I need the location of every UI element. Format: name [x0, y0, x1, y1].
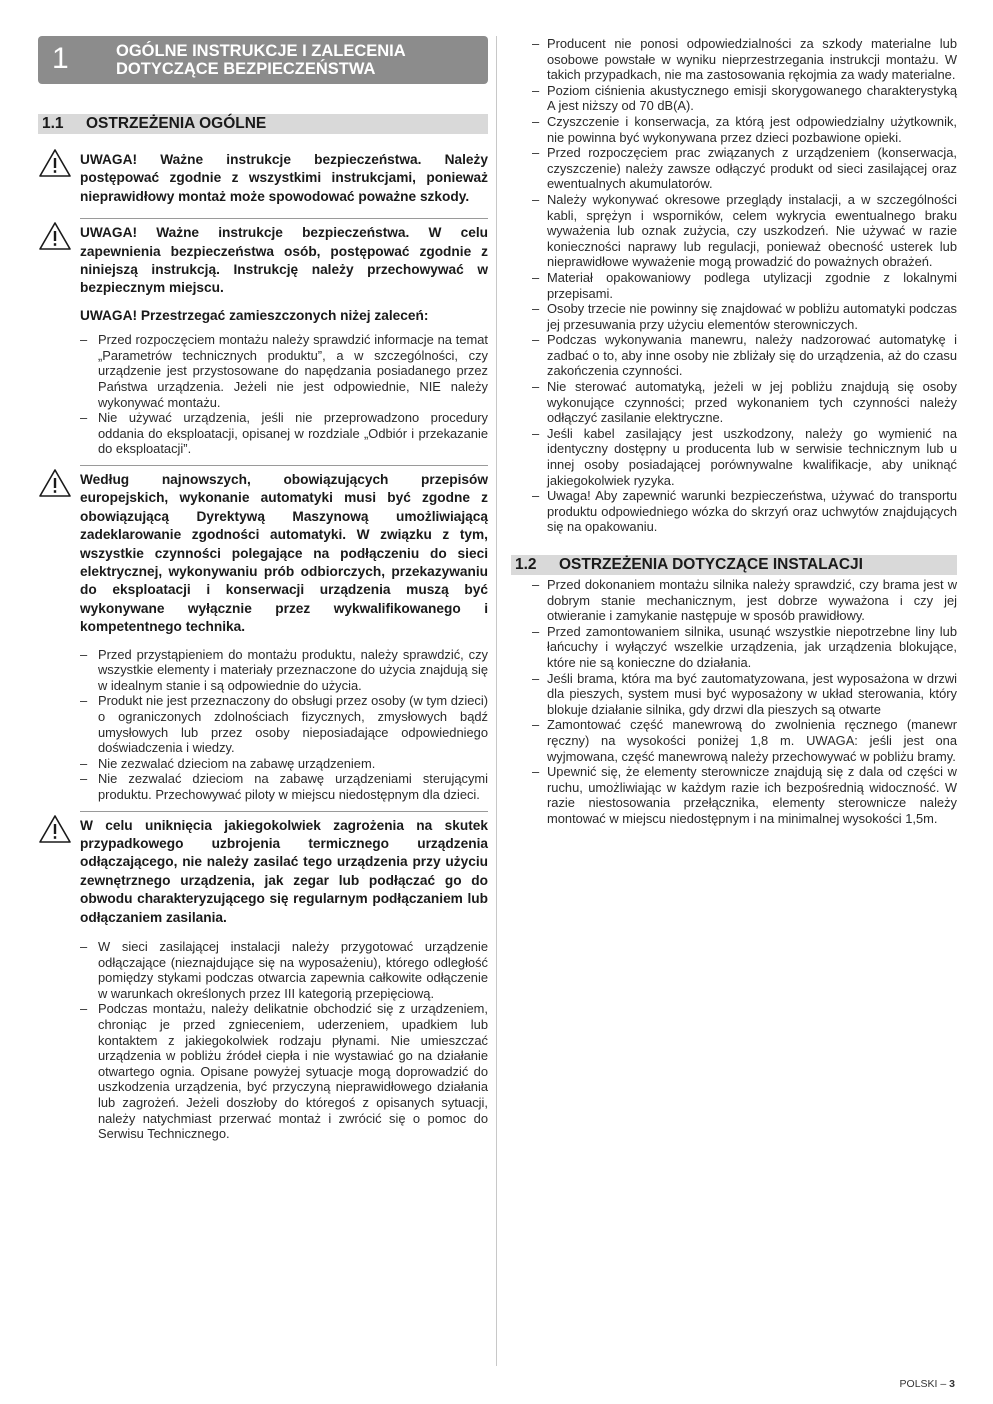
list-item: – Nie używać urządzenia, jeśli nie przeprowadzono procedury oddania do eksploatacji, opisanej w rozdziale „Odbiór i przekazanie do eksploatacji”.: [78, 410, 488, 457]
chapter-number: 1: [52, 42, 69, 75]
chapter-title: OGÓLNE INSTRUKCJE I ZALECENIA DOTYCZĄCE BEZPIECZEŃSTWA: [116, 42, 406, 78]
warning-subheading: UWAGA! Przestrzegać zamieszczonych niżej zaleceń:: [80, 307, 429, 323]
section-heading-1-2: 1.2 OSTRZEŻENIA DOTYCZĄCE INSTALACJI: [511, 555, 957, 575]
warning-block-3: [80, 465, 488, 637]
warning-text: W celu uniknięcia jakiegokolwiek zagrożenia na skutek przypadkowego uzbrojenia termicznego urządzenia odłączającego, nie należy zasilać tego urządzenia przy użyciu zewnętrznego urządzenia, jak zegar lub podłączać go do obwodu charakteryzującego się regularnym podłączaniem lub odłączaniem zasilania.: [80, 817, 488, 925]
page-number: 3: [949, 1378, 955, 1390]
list-item: – Przed rozpoczęciem prac związanych z urządzeniem (konserwacja, czyszczenie) należy zawsze odłączyć produkt od sieci zasilającej oraz ewentualnych akumulatorów.: [511, 145, 957, 192]
warning-triangle-icon: [38, 221, 72, 251]
list-item: – Zamontować część manewrową do zwolnienia ręcznego (manewr ręczny) na wysokości poniżej 1,8 m. UWAGA: jeśli jest ona wyjmowana, część manewrową należy przechowywać w pobliżu bramy.: [511, 717, 957, 764]
list-item: – Materiał opakowaniowy podlega utylizacji zgodnie z lokalnymi przepisami.: [511, 270, 957, 301]
installation-warnings-list: [511, 577, 957, 827]
page-footer: [900, 1378, 955, 1390]
list-item: – Podczas wykonywania manewru, należy nadzorować automatykę i zadbać o to, aby inne osoby nie zbliżały się do urządzenia, aż do czasu zakończenia czynności.: [511, 332, 957, 379]
list-item: – Czyszczenie i konserwacja, za którą jest odpowiedzialny użytkownik, nie powinna być wykonywana przez dzieci pozbawione opieki.: [511, 114, 957, 145]
general-warnings-continued-list: [511, 36, 957, 535]
warning-block-1: [38, 146, 488, 206]
warning-3-list: [78, 647, 488, 803]
list-item: – Poziom ciśnienia akustycznego emisji skorygowanego charakterystyką A jest niższy od 70 dB(A).: [511, 83, 957, 114]
list-item: – Upewnić się, że elementy sterownicze znajdują się z dala od części w ruchu, umożliwiając w każdym razie ich bezpośrednią widoczność. W razie niestosowania przełącznika, elementy sterownicze należy montować w miejscu niedostępnym i na minimalnej wysokości 1,5m.: [511, 764, 957, 826]
list-item: – Nie zezwalać dzieciom na zabawę urządzeniami sterującymi produktu. Przechowywać piloty w miejscu niedostępnym dla dzieci.: [78, 771, 488, 802]
list-item: – Przed dokonaniem montażu silnika należy sprawdzić, czy brama jest w dobrym stanie mechanicznym, jest dobrze wyważona i czy jej otwieranie i zamykanie następuje w sposób prawidłowy.: [511, 577, 957, 624]
list-item: – Jeśli kabel zasilający jest uszkodzony, należy go wymienić na identyczny dostępny u producenta lub w serwisie technicznym lub u innej osoby posiadającej porównywalne kwalifikacje, aby uniknąć jakiegokolwiek ryzyka.: [511, 426, 957, 488]
warning-block-4: [80, 811, 488, 927]
list-item: – Przed zamontowaniem silnika, usunąć wszystkie niepotrzebne liny lub łańcuchy i wyłączyć wszelkie urządzenia, jak urządzenia blokujące, które nie są konieczne do działania.: [511, 624, 957, 671]
list-item: – Produkt nie jest przeznaczony do obsługi przez osoby (w tym dzieci) o ograniczonych zdolnościach fizycznych, zmysłowych bądź umysłowych lub przez osoby nieposiadające odpowiedniego doświadczenia i wiedzy.: [78, 693, 488, 755]
list-item: – Podczas montażu, należy delikatnie obchodzić się z urządzeniem, chroniąc je przed zgnieceniem, uderzeniem, upadkiem lub kontaktem z jakiegokolwiek rodzaju płynami. Nie umieszczać urządzenia w pobliżu źródeł ciepła i nie wystawiać go na działanie otwartego ognia. Opisane powyżej sytuacje mogą doprowadzić do uszkodzenia urządzenia, być przyczyną nieprawidłowego działania lub zagrożeń. Jeżeli doszłoby do któregoś z opisanych sytuacji, należy natychmiast przerwać montaż i zwrócić się o pomoc do Serwisu Technicznego.: [78, 1001, 488, 1141]
right-column: [511, 36, 957, 827]
list-item: – Jeśli brama, która ma być zautomatyzowana, jest wyposażona w drzwi dla pieszych, system musi być wyposażony w układ sterowania, który blokuje działanie silnika, gdy drzwi dla pieszych są otwarte: [511, 671, 957, 718]
warning-text: UWAGA! Ważne instrukcje bezpieczeństwa. W celu zapewnienia bezpieczeństwa osób, postępować zgodnie z niniejszą instrukcją. Instrukcję należy przechowywać w bezpiecznym miejscu.: [80, 225, 488, 296]
list-item: – Uwaga! Aby zapewnić warunki bezpieczeństwa, używać do transportu produktu odpowiedniego wózka do skrzyń oraz uchwytów znajdujących się na opakowaniu.: [511, 488, 957, 535]
column-divider: [496, 36, 497, 1366]
list-item: – Nie sterować automatyką, jeżeli w jej pobliżu znajdują się osoby wykonujące czynności; przed wykonaniem tych czynności należy odłączyć zasilanie elektryczne.: [511, 379, 957, 426]
warning-triangle-icon: [38, 468, 72, 498]
warning-text: Według najnowszych, obowiązujących przepisów europejskich, wykonanie automatyki musi być zgodne z obowiązującą Dyrektywą Maszynową umożliwiającą zadeklarowanie zgodności automatyki. W związku z tym, wszystkie czynności polegające na podłączeniu do sieci elektrycznej, wykonywaniu prób odbiorczych, przekazywaniu do eksploatacji i konserwacji urządzenia muszą być wykonywane wyłącznie przez wykwalifikowanego i kompetentnego technika.: [80, 472, 488, 635]
warning-triangle-icon: [38, 148, 72, 178]
warning-text: UWAGA! Ważne instrukcje bezpieczeństwa. Należy postępować zgodnie z wszystkimi instrukcjami, ponieważ nieprawidłowy montaż może spowodować poważne szkody.: [80, 152, 488, 204]
left-column: [38, 36, 488, 1142]
list-item: – Producent nie ponosi odpowiedzialności za szkody materialne lub osobowe powstałe w wyniku nieprzestrzegania instrukcji montażu. W takich przypadkach, nie ma zastosowania rękojmia za wady materialne.: [511, 36, 957, 83]
section-heading-1-1: 1.1 OSTRZEŻENIA OGÓLNE: [38, 114, 488, 134]
chapter-header: [38, 36, 488, 84]
list-item: – Osoby trzecie nie powinny się znajdować w pobliżu automatyki podczas jej przesuwania przy użyciu elementów sterowniczych.: [511, 301, 957, 332]
warning-4-list: [78, 939, 488, 1142]
footer-language: POLSKI –: [899, 1378, 947, 1390]
warning-2-list: [78, 332, 488, 457]
list-item: – Przed przystąpieniem do montażu produktu, należy sprawdzić, czy wszystkie elementy i materiały przeznaczone do użycia znajdują się w idealnym stanie i są odpowiednie do użycia.: [78, 647, 488, 694]
list-item: – Nie zezwalać dzieciom na zabawę urządzeniem.: [78, 756, 488, 772]
list-item: – Przed rozpoczęciem montażu należy sprawdzić informacje na temat „Parametrów technicznych produktu”, a w szczególności, czy urządzenie jest przystosowane do napędzania posiadanego przez Państwa urządzenia. Jeżeli nie jest odpowiednie, NIE należy wykonywać montażu.: [78, 332, 488, 410]
warning-block-2: [80, 218, 488, 325]
list-item: – Należy wykonywać okresowe przeglądy instalacji, a w szczególności kabli, sprężyn i wsporników, celem wykrycia ewentualnego braku wyważenia lub oznak zużycia, czy uszkodzeń. Nie używać w razie konieczności naprawy lub regulacji, ponieważ obecność usterek lub nieprawidłowe wyważenie mogą prowadzić do poważnych obrażeń.: [511, 192, 957, 270]
warning-triangle-icon: [38, 814, 72, 844]
list-item: – W sieci zasilającej instalacji należy przygotować urządzenie odłączające (nieznajdujące się na wyposażeniu), którego odległość pomiędzy stykami podczas otwarcia zapewnia całkowite odłączenie w warunkach określonych przez III kategorią przepięciową.: [78, 939, 488, 1001]
